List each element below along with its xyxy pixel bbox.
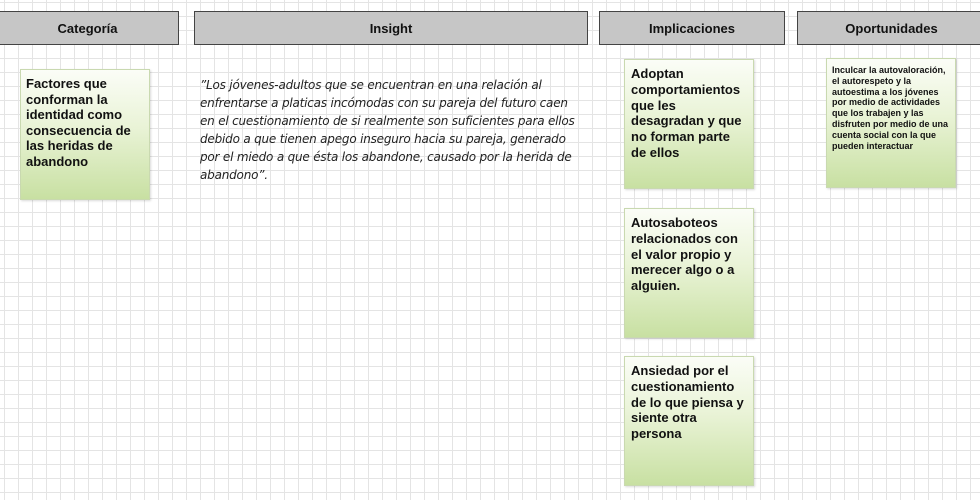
- header-insight[interactable]: Insight: [194, 11, 588, 45]
- sticky-note-implicacion-3[interactable]: [624, 356, 754, 486]
- sticky-note-implicacion-1[interactable]: [624, 59, 754, 189]
- sticky-note-text: Adoptan comportamientos que les desagradan y que no forman parte de ellos: [631, 66, 742, 160]
- insight-text[interactable]: ”Los jóvenes-adultos que se encuentran en una relación al enfrentarse a platicas incómodas con su pareja del futuro caen en el cuestionamiento de si realmente son suficientes para ellos debido a que tienen apego inseguro hacia su pareja, generado por el miedo a que ésta los abandone, causado por la herida de abandono”.: [200, 78, 575, 182]
- header-categoria[interactable]: Categoría: [0, 11, 179, 45]
- sticky-note-text: Factores que conforman la identidad como consecuencia de las heridas de abandono: [26, 76, 131, 169]
- sticky-note-text: Inculcar la autovaloración, el autorespeto y la autoestima a los jóvenes por medio de actividades que los trabajen y las disfruten por medio de una cuenta social con la que pueden interactuar: [832, 65, 949, 151]
- sticky-note-text: Autosaboteos relacionados con el valor propio y merecer algo o a alguien.: [631, 215, 738, 294]
- header-oportunidades[interactable]: Oportunidades: [797, 11, 980, 45]
- sticky-note-implicacion-2[interactable]: [624, 208, 754, 338]
- header-implicaciones[interactable]: Implicaciones: [599, 11, 785, 45]
- sticky-note-categoria[interactable]: [20, 69, 150, 200]
- sticky-note-oportunidad[interactable]: [826, 58, 956, 188]
- sticky-note-text: Ansiedad por el cuestionamiento de lo que piensa y siente otra persona: [631, 363, 744, 442]
